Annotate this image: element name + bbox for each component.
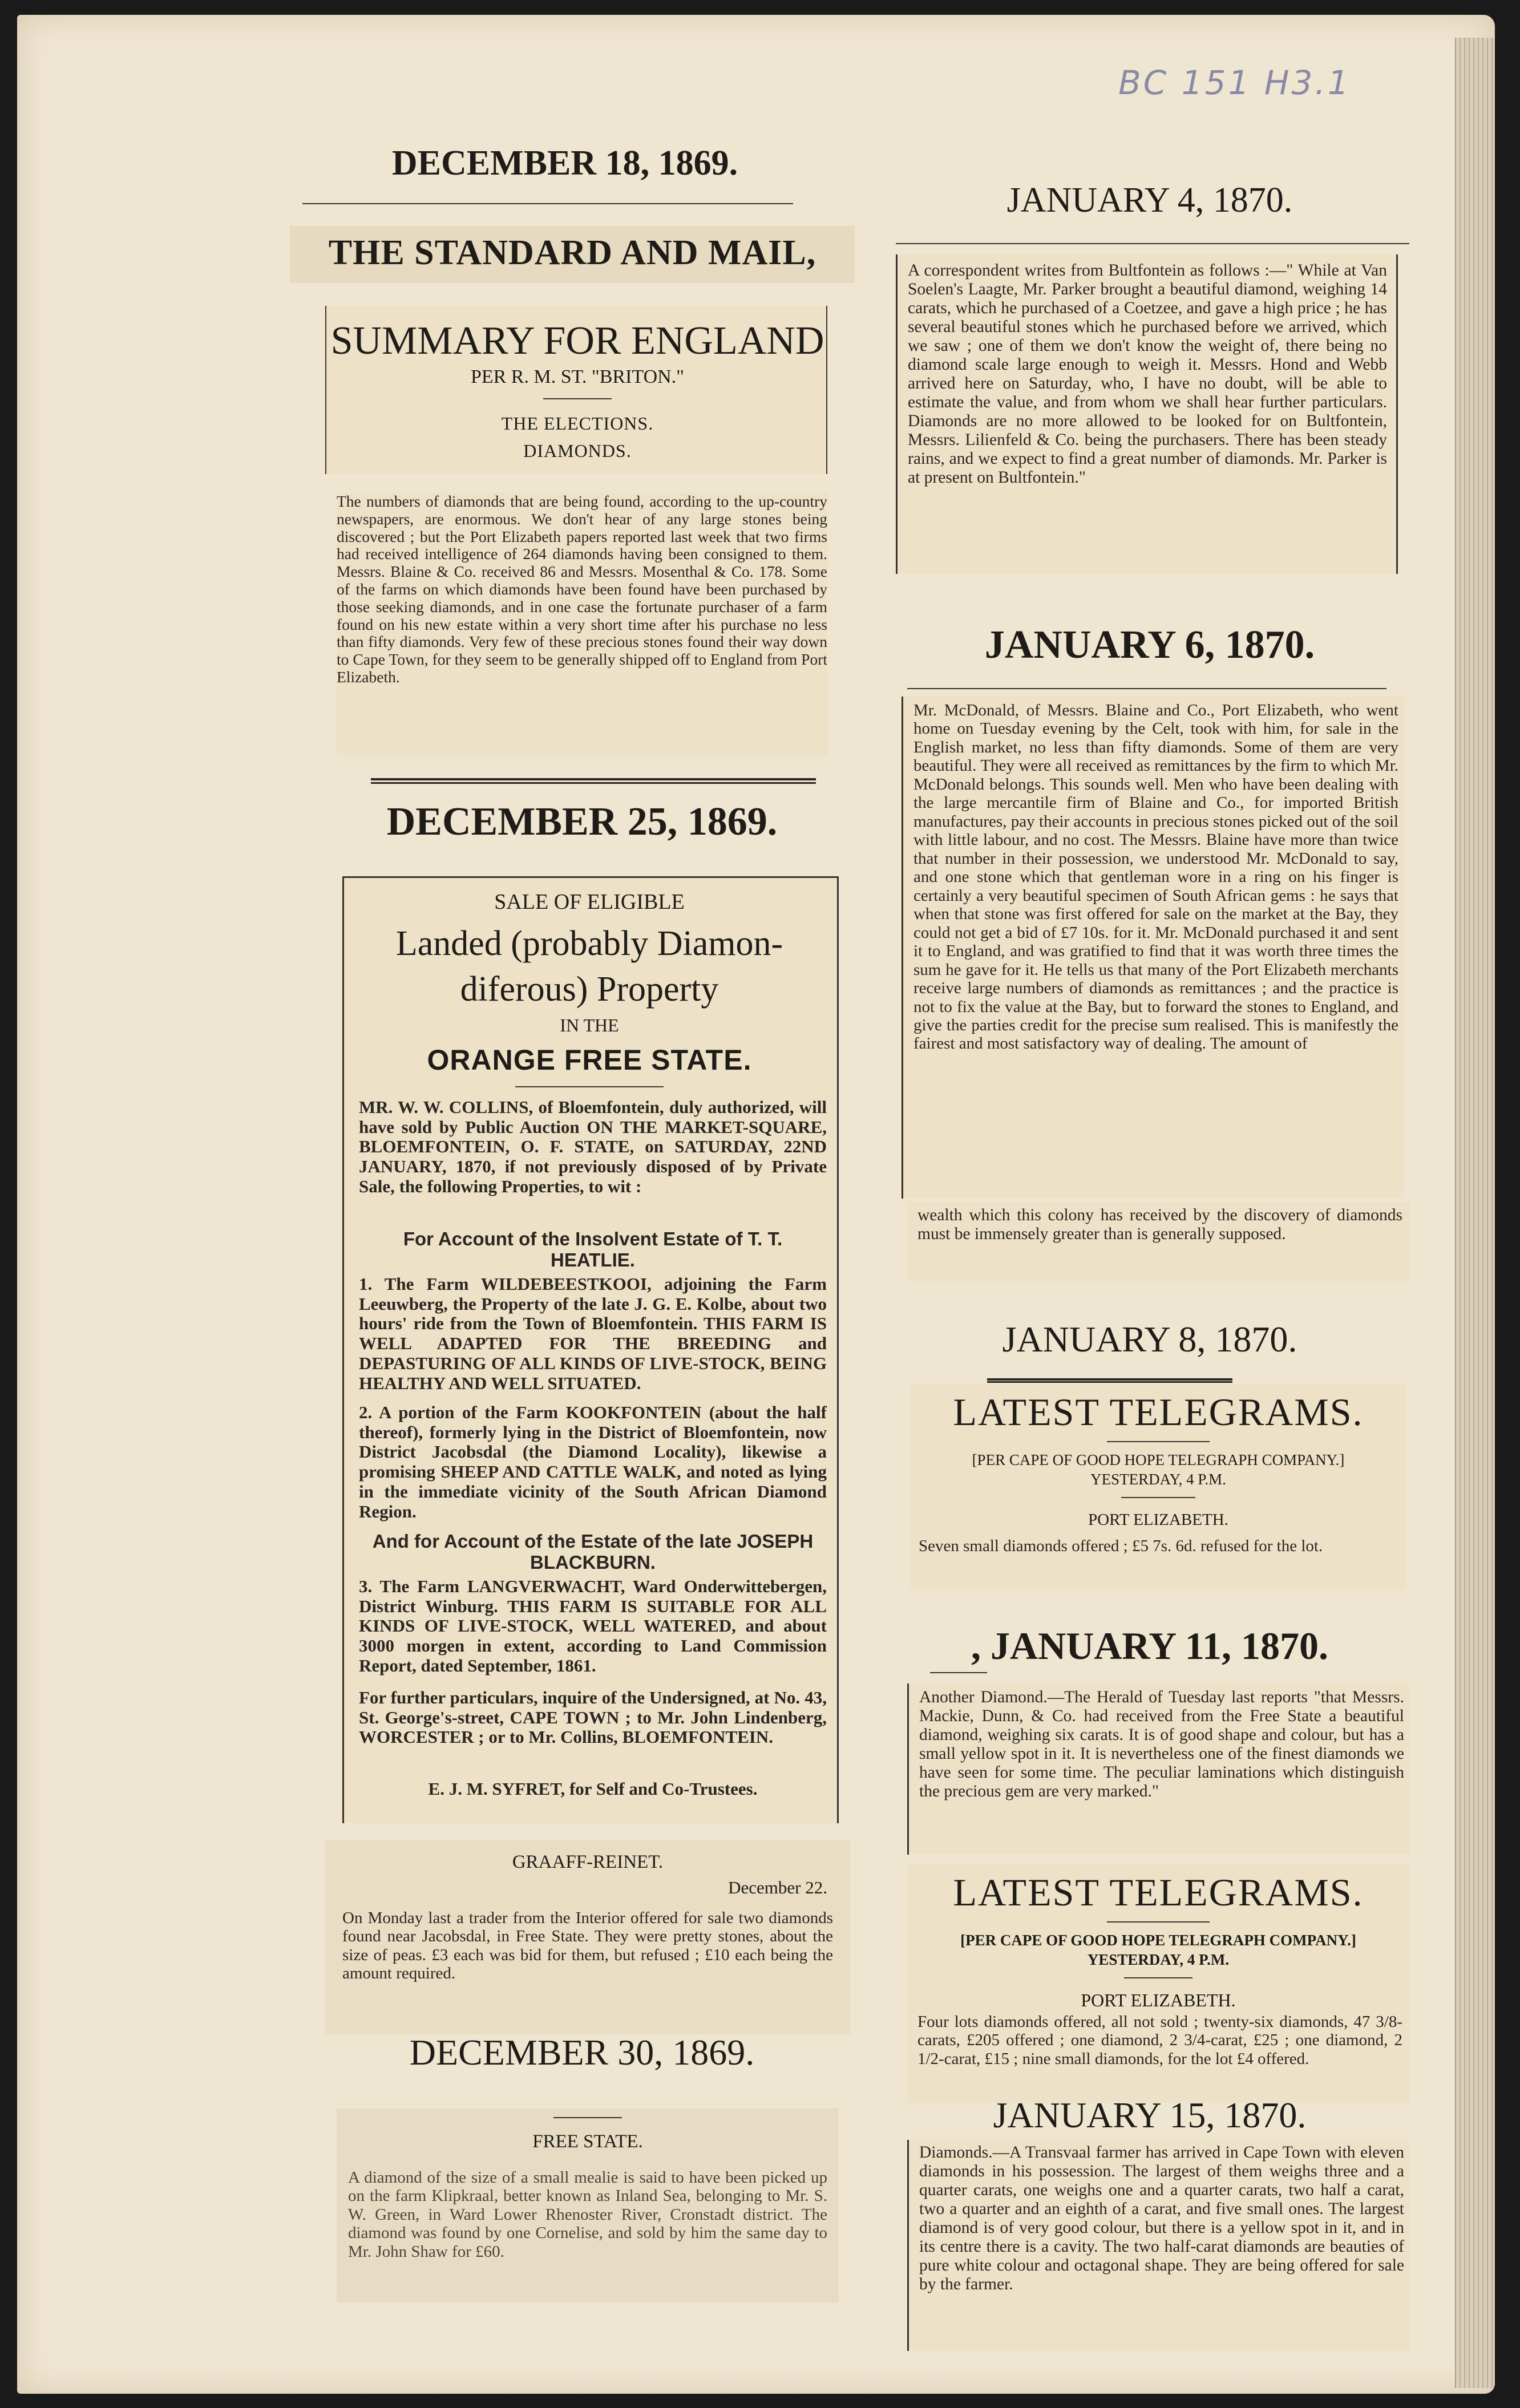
graaff-reinet-clipping	[325, 1840, 850, 2034]
sale-title-line2: diferous) Property	[460, 970, 719, 1009]
summary-clipping	[325, 306, 827, 474]
divider	[907, 688, 1386, 689]
telegrams-clipping-1	[910, 1384, 1406, 1589]
free-state-body: A diamond of the size of a small mealie is said to have been picked up on the farm Klipkraal, better known as Inland Sea, belonging to Mr. S. W. Green, in Ward Lower Rhenoster River, Cronstadt district. The diamond was found by one Cornelise, and sold by him the same day to Mr. John Shaw for £60.	[348, 2168, 827, 2261]
diamonds-article: The numbers of diamonds that are being found, according to the up-country newspapers, are enormous. We don't hear of any large stones being discovered ; but the Port Elizabeth papers reported last week that two firms had received intelligence of 264 diamonds having been consigned to them. Messrs. Blaine & Co. received 86 and Messrs. Mosenthal & Co. 178. Some of the farms on which diamonds have been found have been purchased by those seeking diamonds, and in one case the fortunate purchaser of a farm found on his new estate within a very short time after his purchase no less than fifty diamonds. Very few of these precious stones found their way down to Cape Town, for they seem to be generally shipped off to England from Port Elizabeth.	[337, 493, 827, 755]
jan6-body: Mr. McDonald, of Messrs. Blaine and Co., Port Elizabeth, who went home on Tuesday evening by the Celt, took with him, for sale in the English market, no less than fifty diamonds. Some of them are very beautiful. They were all received as remittances by the firm to which Mr. McDonald belongs. This sounds well. Men who have been dealing with the large mercantile firm of Blaine and Co., for imported British manufactures, pay their accounts in precious stones picked out of the soil with little labour, and no cost. The Messrs. Blaine have more than twice that number in their possession, we understood Mr. McDonald to say, and one stone which that gentleman wore in a ring on his finger is certainly a very beautiful specimen of South African gems : he says that when that stone was first offered for sale on the market at the Bay, they could not get a bid of £7 10s. for it. Mr. McDonald purchased it and sent it to England, and was gratified to find that it was worth three times the sum he gave for it. He tells us that many of the Port Elizabeth merchants receive large numbers of diamonds as remittances ; and the practice is not to fix the value at the Bay, but to forward the stones to England, and give the parties credit for the precise sum realised. This is manifestly the fairest and most satisfactory way of dealing. The amount of	[913, 701, 1398, 1053]
jan6-article	[902, 697, 1404, 1199]
divider	[1107, 1441, 1210, 1442]
telegrams-body-1: Seven small diamonds offered ; £5 7s. 6d. refused for the lot.	[919, 1537, 1323, 1555]
jan15-article	[907, 2140, 1409, 2351]
sale-heading-blackburn: And for Account of the Estate of the late JOSEPH BLACKBURN.	[372, 1531, 814, 1573]
divider	[302, 203, 793, 204]
divider	[515, 1086, 664, 1087]
divider	[1124, 1977, 1192, 1978]
summary-title: SUMMARY FOR ENGLAND	[330, 319, 824, 363]
double-divider	[371, 778, 816, 784]
graaff-heading: GRAAFF-REINET.	[512, 1852, 664, 1872]
date-heading-jan8: JANUARY 8, 1870.	[1002, 1319, 1297, 1359]
divider	[930, 1672, 987, 1673]
date-heading-dec25: DECEMBER 25, 1869.	[386, 800, 778, 844]
telegrams-clipping-2	[907, 1863, 1409, 2103]
divider	[896, 243, 1409, 244]
sale-further: For further particulars, inquire of the Undersigned, at No. 43, St. George's-street, CAPE TOWN ; to Mr. John Lindenberg, WORCESTER ; or to Mr. Collins, BLOEMFONTEIN.	[359, 1687, 827, 1747]
sale-advertisement	[342, 876, 839, 1823]
sale-item-2: 2. A portion of the Farm KOOKFONTEIN (about the half thereof), formerly lying in the District of Bloemfontein, now District Jacobsdal (the Diamond Locality), likewise a promising SHEEP AND CATTLE WALK, and noted as lying in the immediate vicinity of the South African Diamond Region.	[359, 1402, 827, 1521]
jan4-body: A correspondent writes from Bultfontein as follows :—" While at Van Soelen's Laagte, Mr. Parker brought a beautiful diamond, weighing 14 carats, which he purchased of a Coetzee, and gave a high price ; he has several beautiful stones which he purchased before we arrived, which we saw ; one of them we don't know the weight of, there being no diamond scale large enough to weigh it. Messrs. Hond and Webb arrived here on Saturday, who, I have no doubt, will be able to estimate the value, and from whom we shall hear further particulars. Diamonds are no more allowed to be looked for on Bultfontein, Messrs. Lilienfeld & Co. being the purchasers. There has been steady rains, and we expect to find a great number of diamonds. Mr. Parker is at present on Bultfontein."	[908, 261, 1387, 487]
telegrams-time-1: YESTERDAY, 4 P.M.	[1090, 1471, 1226, 1488]
divider	[543, 398, 612, 399]
jan4-article	[896, 254, 1398, 574]
date-heading-dec18: DECEMBER 18, 1869.	[391, 144, 738, 183]
jan11-body: Another Diamond.—The Herald of Tuesday last reports "that Messrs. Mackie, Dunn, & Co. had received from the Free State a beautiful diamond, weighing six carats. It is of good shape and colour, but has a small yellow spot in it. It is nevertheless one of the finest diamonds we have seen for some time. The peculiar laminations which distinguish the precious gem are very marked."	[919, 1688, 1404, 1801]
sale-pre-title: SALE OF ELIGIBLE	[494, 890, 685, 914]
graaff-body: On Monday last a trader from the Interior offered for sale two diamonds found near Jacobsdal, in Free State. They were pretty stones, about the size of peas. £3 each was bid for them, but refused ; £10 each being the amount required.	[342, 1909, 833, 1983]
telegrams-company-2: [PER CAPE OF GOOD HOPE TELEGRAPH COMPANY.]	[960, 1932, 1356, 1949]
masthead-clipping	[290, 226, 855, 283]
date-heading-dec30: DECEMBER 30, 1869.	[409, 2032, 755, 2073]
telegrams-company-1: [PER CAPE OF GOOD HOPE TELEGRAPH COMPANY.]	[972, 1451, 1345, 1468]
divider	[1107, 1921, 1210, 1923]
telegrams-place-2: PORT ELIZABETH.	[1081, 1990, 1236, 2010]
telegrams-time-2: YESTERDAY, 4 P.M.	[1087, 1951, 1230, 1968]
telegrams-heading-1: LATEST TELEGRAMS.	[953, 1390, 1364, 1434]
scrapbook-page	[17, 15, 1495, 2394]
masthead-title: THE STANDARD AND MAIL,	[328, 233, 816, 272]
divider	[553, 2117, 622, 2118]
graaff-date: December 22.	[728, 1877, 827, 1897]
section-elections: THE ELECTIONS.	[501, 413, 654, 434]
telegrams-place-1: PORT ELIZABETH.	[1088, 1511, 1228, 1529]
sale-intro: MR. W. W. COLLINS, of Bloemfontein, duly authorized, will have sold by Public Auction ON THE MARKET-SQUARE, BLOEMFONTEIN, O. F. STATE, on SATURDAY, 22ND JANUARY, 1870, if not previously disposed of by Private Sale, the following Properties, to wit :	[359, 1097, 827, 1196]
jan6-continuation-body: wealth which this colony has received by the discovery of diamonds must be immensely greater than is generally supposed.	[917, 1206, 1402, 1244]
date-heading-jan4: JANUARY 4, 1870.	[1006, 181, 1293, 220]
sale-state: ORANGE FREE STATE.	[427, 1044, 752, 1076]
page-edges	[1455, 38, 1495, 2388]
jan15-body: Diamonds.—A Transvaal farmer has arrived in Cape Town with eleven diamonds in his possession. The largest of them weighs three and a quarter carats, one weighs one and a quarter carats, two half a carat, two a quarter and an eighth of a carat, and five small ones. The largest diamond is of very good colour, but there is a yellow spot in it, and in its centre there is a cavity. The two half-carat diamonds are beauties of pure white colour and octagonal shape. They are being offered for sale by the farmer.	[919, 2143, 1404, 2294]
sale-title-line1: Landed (probably Diamon-	[395, 924, 783, 963]
sale-item-1: 1. The Farm WILDEBEESTKOOI, adjoining the Farm Leeuwberg, the Property of the late J. G. E. Kolbe, about two hours' ride from the Town of Bloemfontein. THIS FARM IS WELL ADAPTED FOR THE BREEDING and DEPASTURING OF ALL KINDS OF LIVE-STOCK, BEING HEALTHY AND WELL SITUATED.	[359, 1274, 827, 1393]
sale-heading-heatlie: For Account of the Insolvent Estate of T. T. HEATLIE.	[403, 1228, 783, 1270]
jan11-article	[907, 1683, 1409, 1855]
double-divider	[987, 1378, 1232, 1383]
free-state-heading: FREE STATE.	[532, 2131, 643, 2152]
date-heading-jan6: JANUARY 6, 1870.	[984, 623, 1315, 667]
sale-in-the: IN THE	[560, 1015, 619, 1035]
date-heading-jan11: , JANUARY 11, 1870.	[971, 1624, 1328, 1668]
divider	[1121, 1497, 1195, 1498]
date-heading-jan15: JANUARY 15, 1870.	[993, 2095, 1307, 2135]
jan6-continuation	[907, 1201, 1409, 1281]
archive-reference: BC 151 H3.1	[1118, 63, 1351, 102]
free-state-clipping	[337, 2108, 839, 2302]
summary-subtitle: PER R. M. ST. "BRITON."	[470, 366, 685, 387]
sale-item-3: 3. The Farm LANGVERWACHT, Ward Onderwittebergen, District Winburg. THIS FARM IS SUITABLE FOR ALL KINDS OF LIVE-STOCK, WELL WATERED, and about 3000 morgen in extent, according to Land Commission Report, dated September, 1861.	[359, 1576, 827, 1676]
telegrams-body-2: Four lots diamonds offered, all not sold ; twenty-six diamonds, 47 3/8-carats, £205 offered ; one diamond, 2 3/4-carat, £25 ; one diamond, 2 1/2-carat, £15 ; nine small diamonds, for the lot £4 offered.	[917, 2013, 1402, 2068]
sale-signature: E. J. M. SYFRET, for Self and Co-Trustees.	[428, 1779, 758, 1799]
section-diamonds: DIAMONDS.	[523, 440, 632, 461]
telegrams-heading-2: LATEST TELEGRAMS.	[953, 1871, 1364, 1914]
